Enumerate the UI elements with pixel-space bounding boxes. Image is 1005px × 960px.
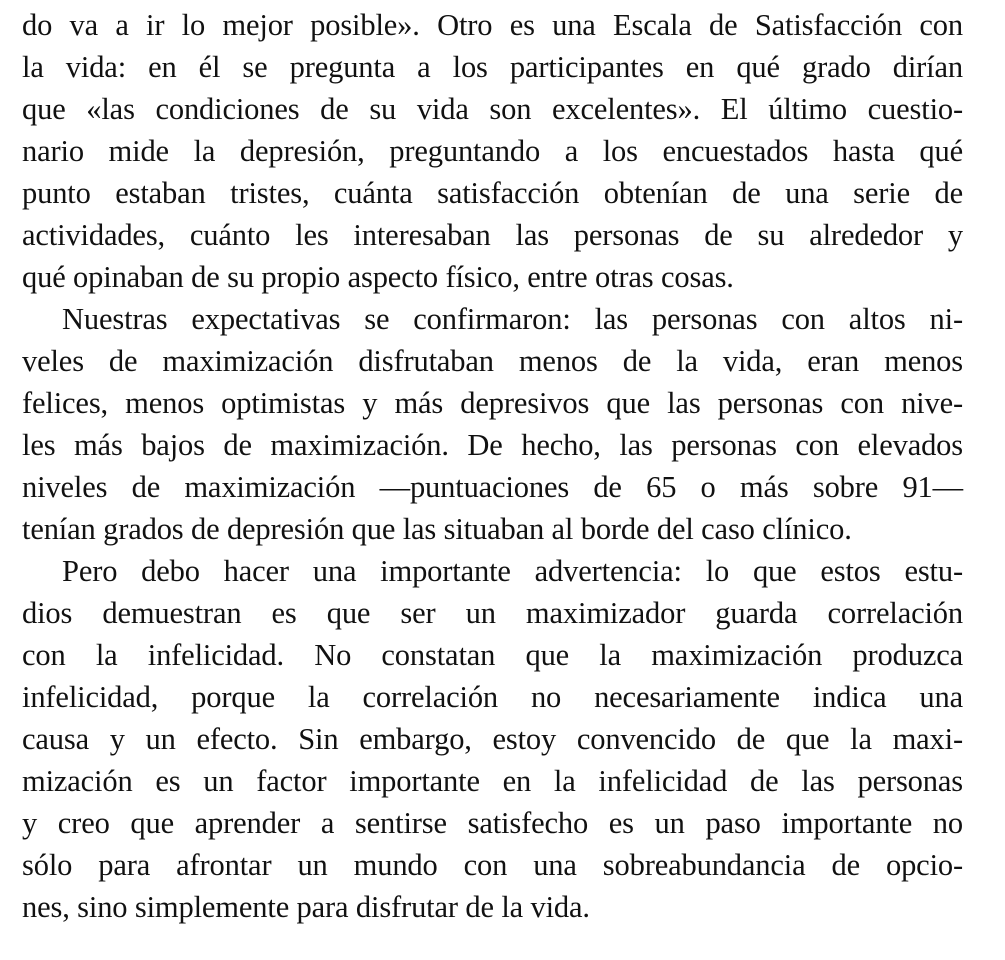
text-line: actividades, cuánto les interesaban las personas de su alrededor y bbox=[22, 218, 963, 252]
text-line: tenían grados de depresión que las situaban al borde del caso clínico. bbox=[22, 512, 852, 546]
text-line: felices, menos optimistas y más depresivos que las personas con nive- bbox=[22, 386, 963, 420]
text-line: punto estaban tristes, cuánta satisfacción obtenían de una serie de bbox=[22, 176, 963, 210]
text-line: do va a ir lo mejor posible». Otro es una Escala de Satisfacción con bbox=[22, 8, 963, 42]
text-line: qué opinaban de su propio aspecto físico, entre otras cosas. bbox=[22, 260, 734, 294]
paragraph-1 bbox=[22, 4, 963, 298]
text-line: infelicidad, porque la correlación no necesariamente indica una bbox=[22, 680, 963, 714]
book-page-text bbox=[22, 4, 963, 928]
text-line: Nuestras expectativas se confirmaron: las personas con altos ni- bbox=[62, 302, 963, 336]
text-line: nario mide la depresión, preguntando a los encuestados hasta qué bbox=[22, 134, 963, 168]
text-line: nes, sino simplemente para disfrutar de la vida. bbox=[22, 890, 590, 924]
text-line: veles de maximización disfrutaban menos de la vida, eran menos bbox=[22, 344, 963, 378]
paragraph-3 bbox=[22, 550, 963, 928]
text-line: que «las condiciones de su vida son excelentes». El último cuestio- bbox=[22, 92, 963, 126]
text-line: niveles de maximización —puntuaciones de 65 o más sobre 91— bbox=[22, 470, 963, 504]
text-line: la vida: en él se pregunta a los participantes en qué grado dirían bbox=[22, 50, 963, 84]
text-line: les más bajos de maximización. De hecho, las personas con elevados bbox=[22, 428, 963, 462]
text-line: Pero debo hacer una importante advertencia: lo que estos estu- bbox=[62, 554, 963, 588]
text-line: mización es un factor importante en la infelicidad de las personas bbox=[22, 764, 963, 798]
text-line: sólo para afrontar un mundo con una sobreabundancia de opcio- bbox=[22, 848, 963, 882]
paragraph-2 bbox=[22, 298, 963, 550]
text-line: y creo que aprender a sentirse satisfecho es un paso importante no bbox=[22, 806, 963, 840]
text-line: causa y un efecto. Sin embargo, estoy convencido de que la maxi- bbox=[22, 722, 963, 756]
text-line: con la infelicidad. No constatan que la maximización produzca bbox=[22, 638, 963, 672]
text-line: dios demuestran es que ser un maximizador guarda correlación bbox=[22, 596, 963, 630]
